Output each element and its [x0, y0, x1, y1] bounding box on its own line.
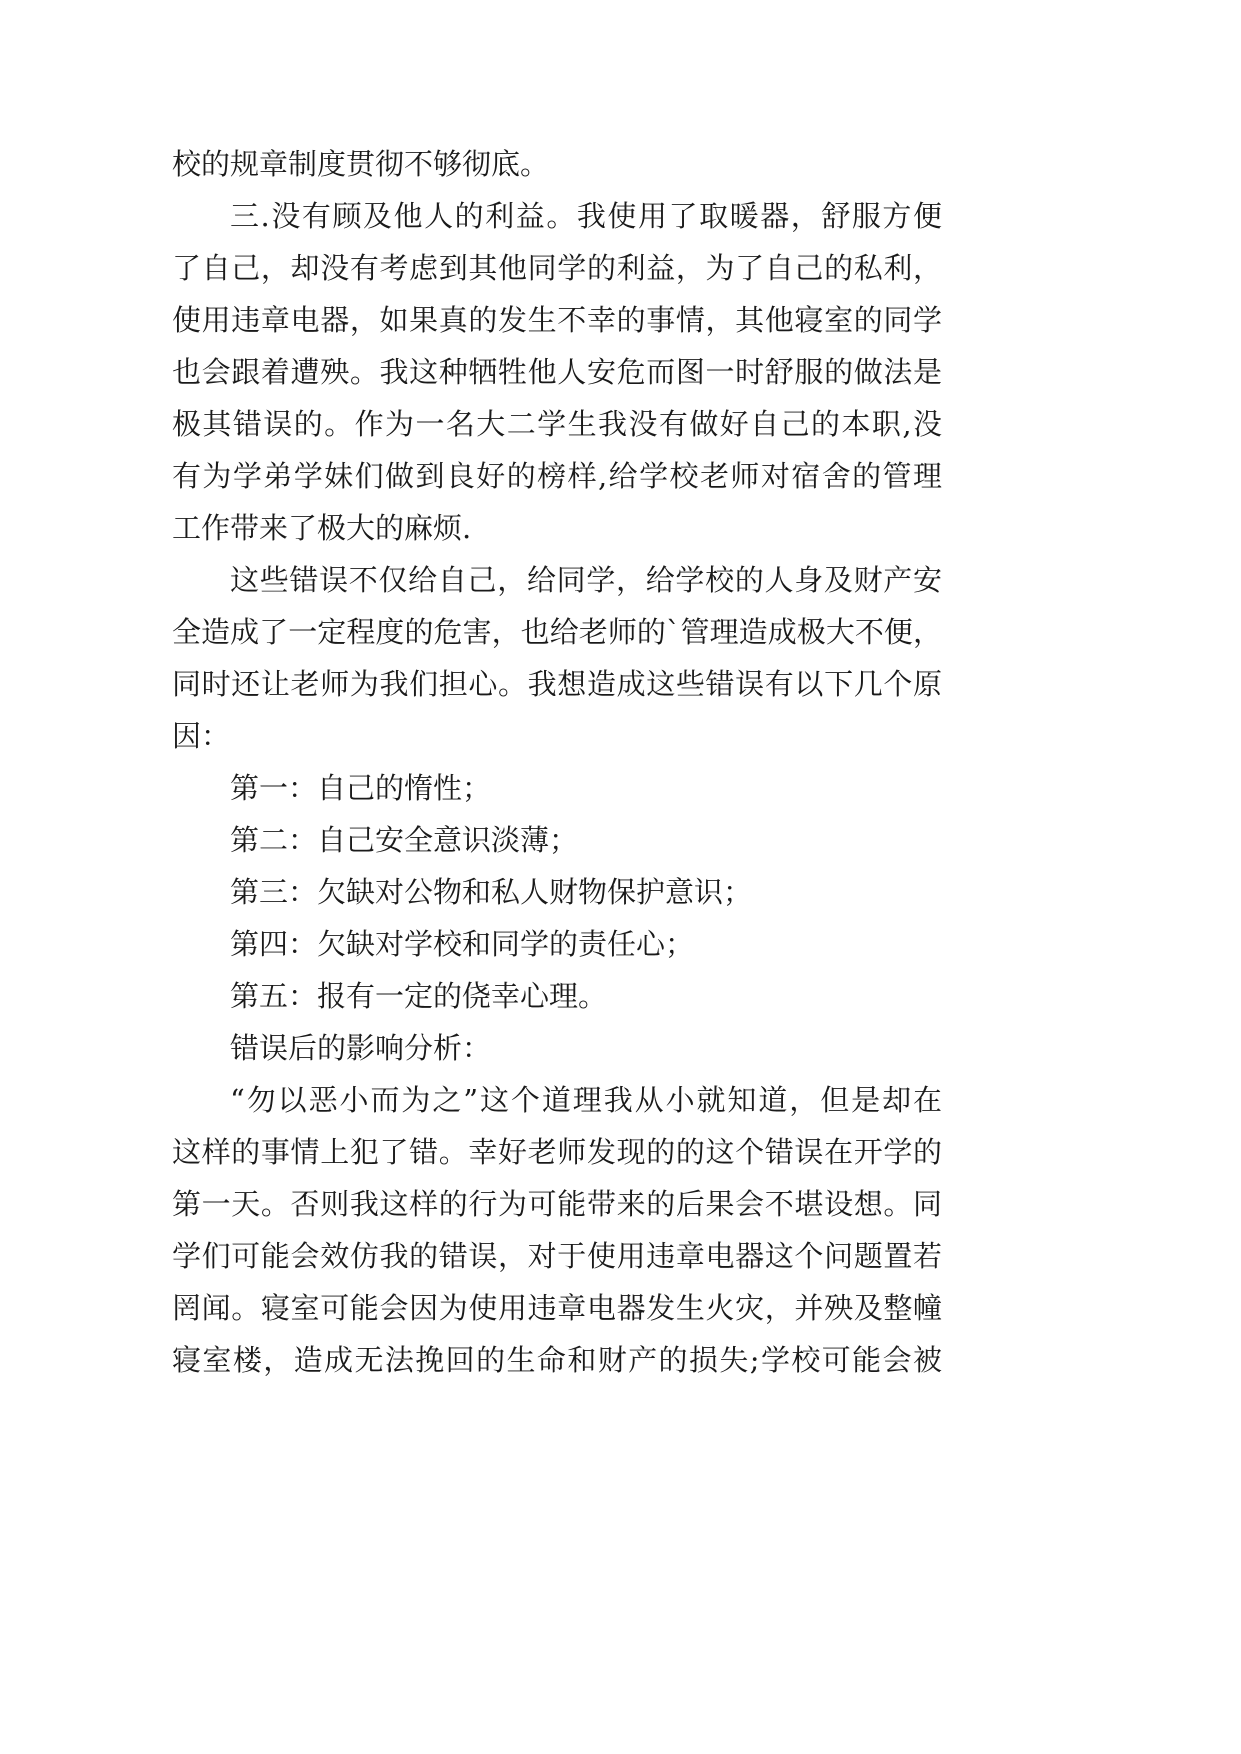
text-line: 这些错误不仅给自己，给同学，给学校的人身及财产安: [230, 563, 942, 597]
text-line: 第五：报有一定的侥幸心理。: [230, 979, 608, 1013]
text-line: 校的规章制度贯彻不够彻底。: [172, 147, 550, 181]
text-line: 第二：自己安全意识淡薄；: [230, 823, 579, 857]
text-line: 全造成了一定程度的危害，也给老师的`管理造成极大不便，: [172, 615, 942, 649]
text-line: 第一：自己的惰性；: [230, 771, 492, 805]
text-line: 第一天。否则我这样的行为可能带来的后果会不堪设想。同: [172, 1187, 942, 1221]
text-line: 错误后的影响分析：: [230, 1031, 492, 1065]
text-line: 罔闻。寝室可能会因为使用违章电器发生火灾，并殃及整幢: [172, 1291, 942, 1325]
document-page: [172, 138, 942, 1386]
text-line: 三.没有顾及他人的利益。我使用了取暖器，舒服方便: [230, 199, 942, 233]
text-line: 有为学弟学妹们做到良好的榜样,给学校老师对宿舍的管理: [172, 459, 942, 493]
text-line: 学们可能会效仿我的错误，对于使用违章电器这个问题置若: [172, 1239, 942, 1273]
text-line: 第四：欠缺对学校和同学的责任心；: [230, 927, 695, 961]
text-line: “勿以恶小而为之”这个道理我从小就知道，但是却在: [230, 1083, 942, 1117]
text-line: 因：: [172, 719, 231, 753]
text-line: 寝室楼，造成无法挽回的生命和财产的损失;学校可能会被: [172, 1343, 942, 1377]
text-line: 工作带来了极大的麻烦.: [172, 511, 472, 545]
text-line: 同时还让老师为我们担心。我想造成这些错误有以下几个原: [172, 667, 942, 701]
text-line: 了自己，却没有考虑到其他同学的利益，为了自己的私利，: [172, 251, 942, 285]
text-line: 使用违章电器，如果真的发生不幸的事情，其他寝室的同学: [172, 303, 942, 337]
text-line: 第三：欠缺对公物和私人财物保护意识；: [230, 875, 753, 909]
text-line: 也会跟着遭殃。我这种牺牲他人安危而图一时舒服的做法是: [172, 355, 942, 389]
text-line: 极其错误的。作为一名大二学生我没有做好自己的本职,没: [172, 407, 942, 441]
text-line: 这样的事情上犯了错。幸好老师发现的的这个错误在开学的: [172, 1135, 942, 1169]
